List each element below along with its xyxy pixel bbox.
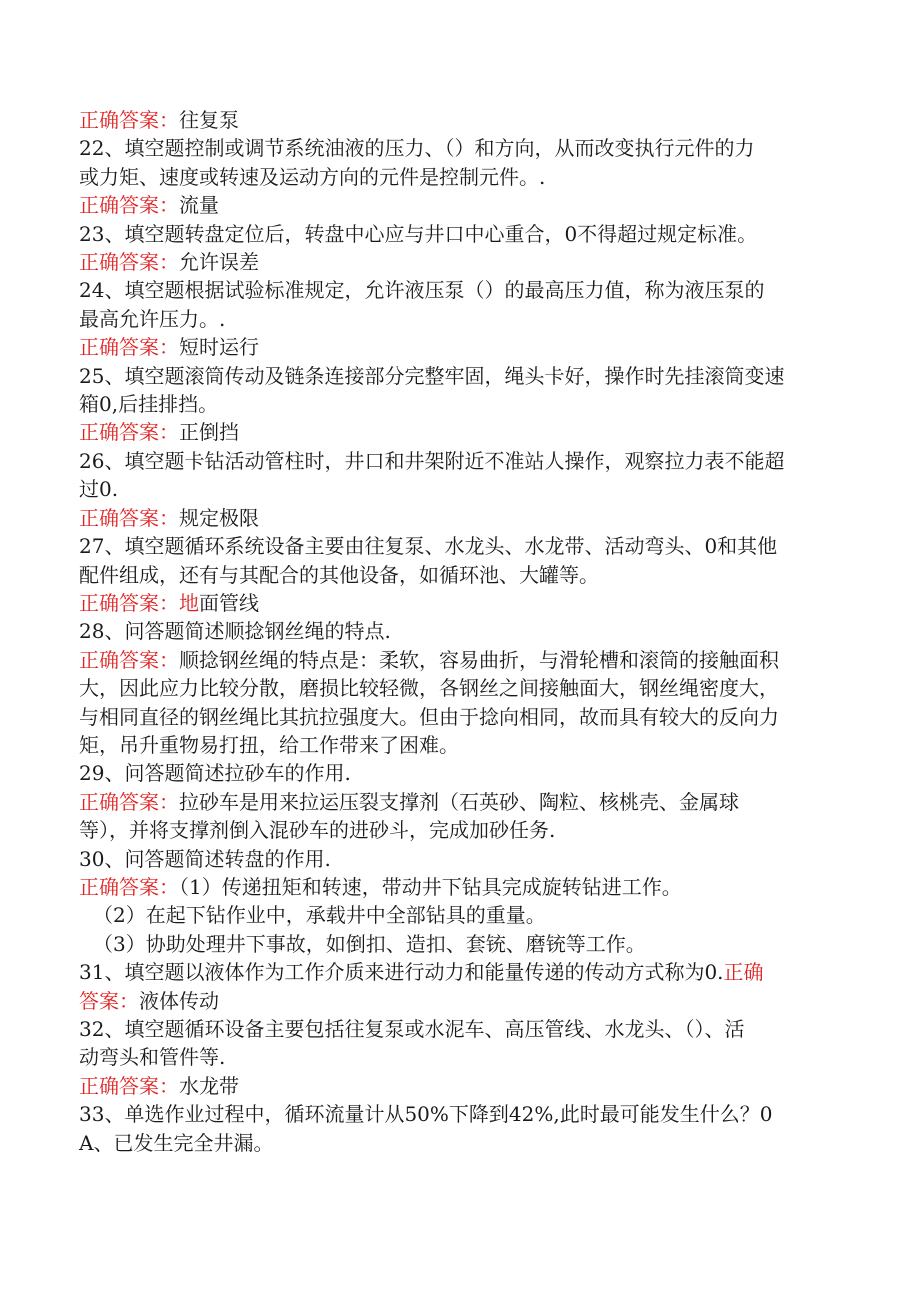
question-text: 31、填空题以液体作为工作介质来进行动力和能量传递的传动方式称为0. bbox=[79, 960, 724, 985]
question-line: 26、填空题卡钻活动管柱时，井口和井架附近不准站人操作，观察拉力表不能超 bbox=[79, 448, 785, 473]
answer-label-part: 正确 bbox=[723, 960, 764, 985]
answer-line bbox=[79, 788, 839, 816]
question-line: 32、填空题循环设备主要包括往复泵或水泥车、高压管线、水龙头、（）、活 bbox=[79, 1017, 745, 1041]
question-line: 或力矩、速度或转速及运动方向的元件是控制元件。. bbox=[79, 164, 546, 189]
answer-line bbox=[79, 191, 839, 219]
question-line: 25、填空题滚筒传动及链条连接部分完整牢固，绳头卡好，操作时先挂滚筒变速 bbox=[79, 363, 785, 388]
answer-text: 短时运行 bbox=[179, 335, 259, 360]
answer-continuation-line: 等），并将支撑剂倒入混砂车的进砂斗，完成加砂任务. bbox=[79, 818, 556, 843]
question-line: 过0. bbox=[79, 477, 119, 502]
answer-label: 正确答案： bbox=[79, 108, 179, 132]
question-line: 箱0,后挂排挡。 bbox=[79, 392, 219, 417]
answer-continuation-line: （3）协助处理井下事故，如倒扣、造扣、套铳、磨铳等工作。 bbox=[93, 931, 646, 956]
question-line: 最高允许压力。. bbox=[79, 306, 226, 331]
question-line: 30、问答题简述转盘的作用. bbox=[79, 846, 331, 871]
answer-text: 规定极限 bbox=[179, 505, 259, 530]
answer-label: 正确答案： bbox=[79, 874, 179, 899]
answer-text: 顺捻钢丝绳的特点是：柔软，容易曲折，与滑轮槽和滚筒的接触面积 bbox=[179, 647, 779, 672]
question-line: 23、填空题转盘定位后，转盘中心应与井口中心重合，0不得超过规定标准。 bbox=[79, 221, 758, 246]
answer-line bbox=[79, 248, 839, 276]
answer-line bbox=[79, 589, 839, 617]
answer-text: 液体传动 bbox=[139, 988, 219, 1013]
answer-label: 正确答案： bbox=[79, 1073, 179, 1098]
answer-text: 允许误差 bbox=[179, 250, 259, 275]
answer-line bbox=[79, 418, 839, 446]
question-line: 24、填空题根据试验标准规定，允许液压泵（）的最高压力值，称为液压泵的 bbox=[79, 278, 765, 303]
answer-text: 往复泵 bbox=[179, 108, 239, 132]
question-line: 29、问答题简述拉砂车的作用. bbox=[79, 761, 351, 786]
answer-label: 正确答案： bbox=[79, 250, 179, 275]
answer-line bbox=[79, 504, 839, 532]
answer-continuation-line: 大，因此应力比较分散，磨损比较轻微，各钢丝之间接触面大，钢丝绳密度大， bbox=[79, 676, 779, 701]
question-line: 33、单选作业过程中，循环流量计从50%下降到42%,此时最可能发生什么？0 bbox=[79, 1102, 773, 1127]
answer-label-part: 答案： bbox=[79, 988, 139, 1013]
answer-text: 面管线 bbox=[199, 590, 259, 615]
answer-line bbox=[79, 106, 839, 134]
answer-line bbox=[79, 987, 839, 1015]
question-line: 27、填空题循环系统设备主要由往复泵、水龙头、水龙带、活动弯头、0和其他 bbox=[79, 534, 778, 559]
question-line: 28、问答题简述顺捻钢丝绳的特点. bbox=[79, 619, 391, 644]
answer-continuation-line: 矩，吊升重物易打扭，给工作带来了困难。 bbox=[79, 732, 459, 757]
answer-text: 水龙带 bbox=[179, 1073, 239, 1098]
answer-text: 正倒挡 bbox=[179, 420, 239, 445]
answer-text-red-part: 地 bbox=[179, 590, 199, 615]
document-body bbox=[79, 106, 839, 1157]
answer-line bbox=[79, 873, 839, 901]
question-line: 22、填空题控制或调节系统油液的压力、（）和方向，从而改变执行元件的力 bbox=[79, 136, 755, 161]
answer-text: （1）传递扭矩和转速，带动井下钻具完成旋转钻进工作。 bbox=[179, 874, 682, 899]
question-line bbox=[79, 958, 839, 986]
answer-line bbox=[79, 333, 839, 361]
answer-line bbox=[79, 1072, 839, 1100]
question-line: 配件组成，还有与其配合的其他设备，如循环池、大罐等。 bbox=[79, 562, 599, 587]
question-line: 动弯头和管件等. bbox=[79, 1045, 226, 1070]
answer-label: 正确答案： bbox=[79, 505, 179, 530]
answer-text: 流量 bbox=[179, 193, 219, 218]
answer-line bbox=[79, 646, 839, 674]
answer-label: 正确答案： bbox=[79, 590, 179, 615]
answer-label: 正确答案： bbox=[79, 335, 179, 360]
answer-label: 正确答案： bbox=[79, 789, 179, 814]
answer-continuation-line: 与相同直径的钢丝绳比其抗拉强度大。但由于捻向相同，故而具有较大的反向力 bbox=[79, 704, 779, 729]
answer-label: 正确答案： bbox=[79, 647, 179, 672]
answer-continuation-line: （2）在起下钻作业中，承载井中全部钻具的重量。 bbox=[93, 903, 546, 928]
answer-label: 正确答案： bbox=[79, 420, 179, 445]
answer-label: 正确答案： bbox=[79, 193, 179, 218]
option-line: A、已发生完全井漏。 bbox=[79, 1130, 274, 1155]
answer-text: 拉砂车是用来拉运压裂支撑剂（石英砂、陶粒、核桃壳、金属球 bbox=[179, 789, 739, 814]
